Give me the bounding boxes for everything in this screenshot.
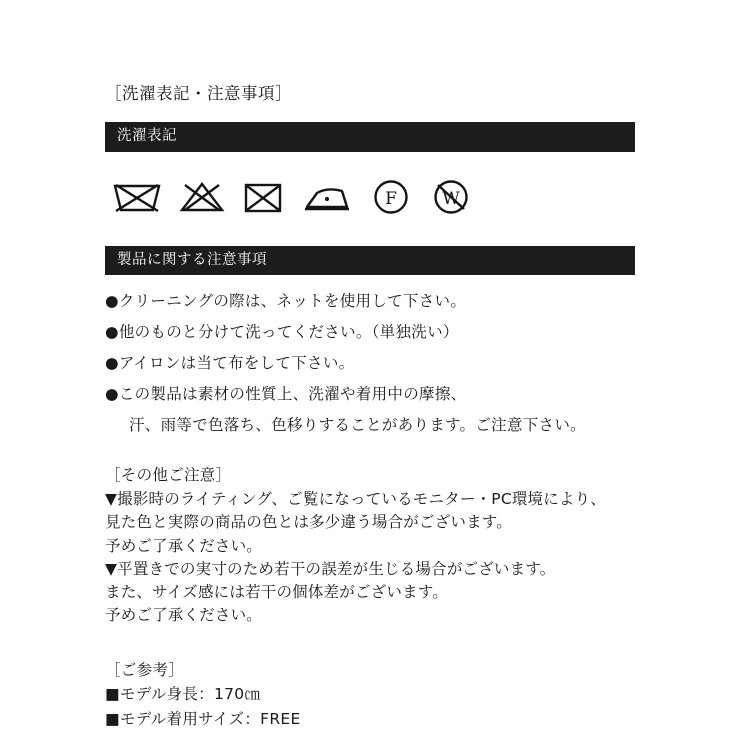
care-note: ●この製品は素材の性質上、洗濯や着用中の摩擦、 — [105, 385, 467, 404]
other-notice-block — [105, 463, 705, 628]
page-title: ［洗濯表記・注意事項］ — [105, 84, 292, 103]
do-not-wash-icon — [111, 177, 163, 217]
other-notice-line: 予めご了承ください。 — [105, 606, 263, 625]
do-not-bleach-icon — [179, 177, 225, 217]
other-notice-line: 見た色と実際の商品の色とは多少違う場合がございます。 — [105, 513, 512, 532]
care-note: ●クリーニングの際は、ネットを使用して下さい。 — [105, 292, 467, 310]
reference-heading: ［ご参考］ — [105, 660, 185, 679]
wash-symbols-row — [105, 166, 635, 228]
svg-text:F: F — [385, 188, 397, 209]
dry-clean-f-icon — [369, 176, 413, 218]
care-note-continuation: 汗、雨等で色落ち、色移りすることがあります。ご注意下さい。 — [129, 416, 586, 435]
do-not-wet-clean-icon — [429, 176, 473, 218]
do-not-tumble-dry-icon — [241, 177, 285, 217]
wash-symbols-bar: 洗濯表記 — [105, 122, 635, 152]
care-note: ●アイロンは当て布をして下さい。 — [105, 354, 355, 373]
other-notice-line: 予めご了承ください。 — [105, 536, 263, 555]
care-notes-list — [105, 289, 665, 437]
reference-line: ■モデル身長：170㎝ — [105, 685, 261, 704]
reference-block — [105, 658, 705, 732]
other-notice-line: また、サイズ感には若干の個体差がございます。 — [105, 583, 448, 602]
other-notice-line: ▼撮影時のライティング、ご覧になっているモニター・PC環境により、 — [105, 490, 607, 509]
other-notice-heading: ［その他ご注意］ — [105, 466, 232, 485]
iron-low-icon — [301, 177, 353, 217]
reference-line: ■モデル着用サイズ：FREE — [105, 710, 301, 729]
care-note: ●他のものと分けて洗ってください。（単独洗い） — [105, 323, 459, 342]
other-notice-line: ▼平置きでの実寸のため若干の誤差が生じる場合がございます。 — [105, 559, 556, 578]
care-notes-bar: 製品に関する注意事項 — [105, 246, 635, 276]
svg-text:W: W — [442, 188, 460, 209]
